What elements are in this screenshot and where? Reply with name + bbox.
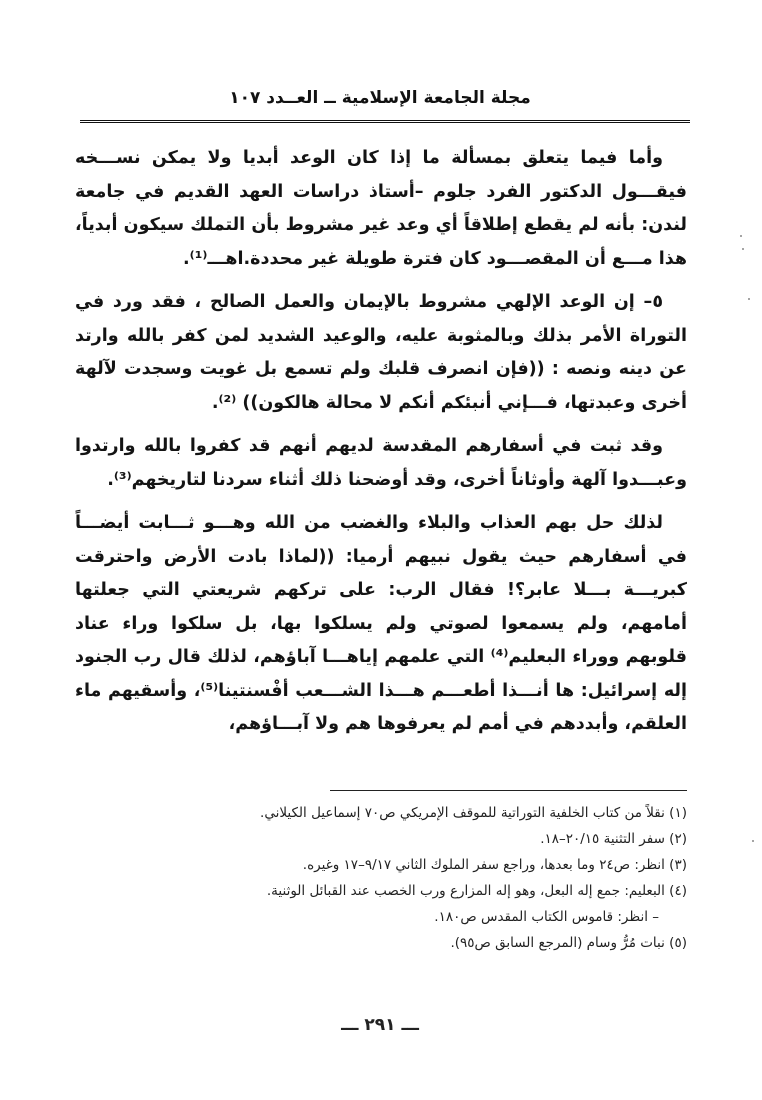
footnote-rule (330, 790, 687, 791)
page-number: ـــ ٢٩١ ـــ (341, 1015, 419, 1035)
footnote-4: (٤) البعليم: جمع إله البعل، وهو إله المزارع ورب الخصب عند القبائل الوثنية. (266, 883, 687, 899)
header-rule (80, 120, 690, 123)
paragraph-3: وقد ثبت في أسفارهم المقدسة لديهم أنهم قد كفروا بالله وارتدوا وعبـــدوا آلهة وأوثاناً أخرى، وقد أوضحنا ذلك أثناء سردنا لتاريخهم⁽³⁾. (75, 436, 687, 490)
margin-speck (740, 235, 742, 237)
body-text (75, 142, 687, 752)
paragraph-2: ٥– إن الوعد الإلهي مشروط بالإيمان والعمل الصالح ، فقد ورد في التوراة الأمر بذلك وبالمثوبة عليه، والوعيد الشديد لمن كفر بالله وارتد عن دينه ونصه : ((فإن انصرف قلبك ولم تسمع بل غويت وسجدت لآلهة أخرى وعبدتها، فـــإني أنبئكم أنكم لا محالة هالكون)) ⁽²⁾. (75, 292, 687, 413)
margin-speck (752, 840, 754, 842)
footnote-5: (٥) نبات مُرُّ وسام (المرجع السابق ص٩٥). (450, 935, 687, 951)
running-header: مجلة الجامعة الإسلامية ــ العــدد ١٠٧ (229, 88, 531, 108)
footnote-3: (٣) انظر: ص٢٤ وما بعدها، وراجع سفر الملوك الثاني ٩/١٧–١٧ وغيره. (302, 857, 687, 873)
paragraph-1: وأما فيما يتعلق بمسألة ما إذا كان الوعد أبديا ولا يمكن نســـخه فيقـــول الدكتور الفرد جلوم –أستاذ دراسات العهد القديم في جامعة لندن: بأنه لم يقطع إطلاقاً أي وعد غير مشروط بأن التملك سيكون أبدياً، هذا مـــع أن المقصـــود كان فترة طويلة غير محددة.اهـــ⁽¹⁾. (75, 148, 687, 269)
margin-speck (748, 298, 750, 300)
footnote-2: (٢) سفر التثنية ٢٠/١٥–١٨. (540, 831, 687, 847)
footnote-1: (١) نقلاً من كتاب الخلفية التوراتية للموقف الإمريكي ص٧٠ إسماعيل الكيلاني. (260, 805, 687, 821)
margin-speck (742, 248, 744, 250)
footnote-4-reference: – انظر: قاموس الكتاب المقدس ص١٨٠. (434, 909, 659, 925)
paragraph-4: لذلك حل بهم العذاب والبلاء والغضب من الله وهـــو ثـــابت أيضـــاً في أسفارهم حيث يقول نبيهم أرميا: ((لماذا بادت الأرض واحترقت كبريـــة بـــلا عابر؟! فقال الرب: على تركهم شريعتي التي جعلتها أمامهم، ولم يسمعوا لصوتي ولم يسلكوا بها، بل سلكوا وراء عناد قلوبهم ووراء البعليم⁽⁴⁾ التي علمهم إياهـــا آباؤهم، لذلك قال رب الجنود إله إسرائيل: ها أنـــذا أطعـــم هـــذا الشـــعب أفْسنتينا⁽⁵⁾، وأسقيهم ماء العلقم، وأبددهم في أمم لم يعرفوها هم ولا آبـــاؤهم، (75, 513, 687, 734)
footnotes (160, 800, 687, 956)
